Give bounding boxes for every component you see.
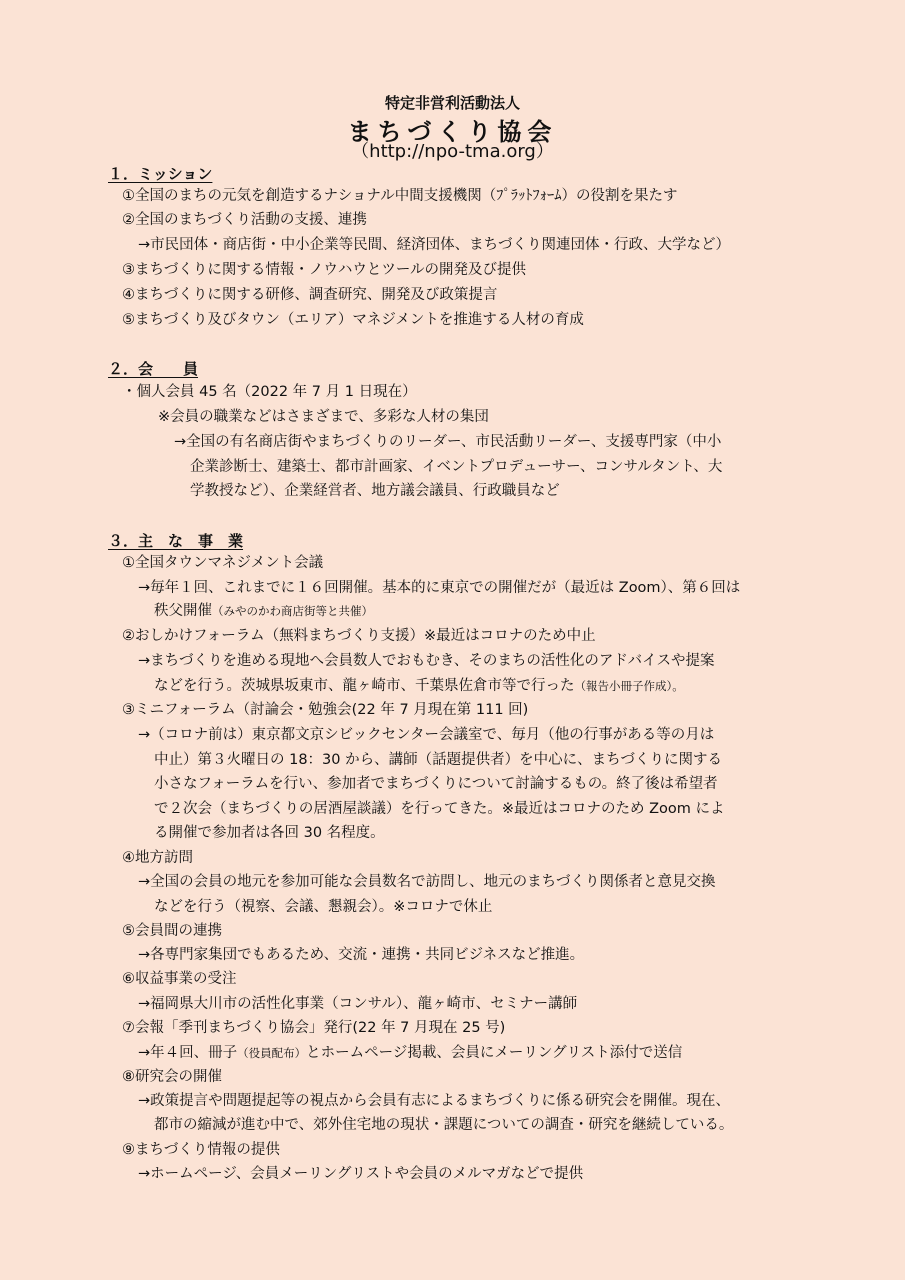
activity-1-line-1: →毎年１回、これまでに１６回開催。基本的に東京での開催だが（最近は Zoom）、第６回は [138, 580, 741, 596]
activity-7-line-1-c: とホームページ掲載、会員にメーリングリスト添付で送信 [306, 1045, 683, 1061]
activity-2-line-2-main: などを行う。茨城県坂東市、龍ヶ崎市、千葉県佐倉市等で行った [154, 678, 575, 694]
activity-6-line-1: →福岡県大川市の活性化事業（コンサル）、龍ヶ崎市、セミナー講師 [138, 996, 578, 1012]
activity-9-heading: ⑨まちづくり情報の提供 [122, 1142, 280, 1158]
activity-7-heading: ⑦会報「季刊まちづくり協会」発行(22 年 7 月現在 25 号) [122, 1020, 506, 1036]
activity-7-line-1-note: （役員配布） [237, 1046, 307, 1060]
members-count: ・個人会員 45 名（2022 年 7 月 1 日現在） [122, 384, 417, 400]
activity-3-line-1: →（コロナ前は）東京都文京シビックセンター会議室で、毎月（他の行事がある等の月は [138, 727, 715, 743]
mission-item-3: ③まちづくりに関する情報・ノウハウとツールの開発及び提供 [122, 262, 527, 278]
activity-5-heading: ⑤会員間の連携 [122, 923, 222, 939]
activity-5-line-1: →各専門家集団でもあるため、交流・連携・共同ビジネスなど推進。 [138, 947, 585, 963]
activity-6-heading: ⑥収益事業の受注 [122, 971, 237, 987]
activity-1-line-2 [154, 602, 373, 620]
activity-4-line-1: →全国の会員の地元を参加可能な会員数名で訪問し、地元のまちづくり関係者と意見交換 [138, 874, 716, 890]
activity-7-line-1 [138, 1044, 682, 1062]
section-members-title: ２．会 員 [108, 360, 199, 378]
section-activities-title: ３．主 な 事 業 [108, 532, 244, 550]
activity-3-line-5: る開催で参加者は各回 30 名程度。 [154, 825, 385, 841]
mission-item-2-detail: →市民団体・商店街・中小企業等民間、経済団体、まちづくり関連団体・行政、大学など） [138, 237, 731, 253]
activity-8-line-2: 都市の縮減が進む中で、郊外住宅地の現状・課題についての調査・研究を継続している。 [154, 1117, 734, 1133]
mission-item-1: ①全国のまちの元気を創造するナショナル中間支援機関（ﾌﾟﾗｯﾄﾌｫｰﾑ）の役割を果たす [122, 188, 678, 204]
section-mission-title: １．ミッション [108, 165, 213, 183]
mission-item-4: ④まちづくりに関する研修、調査研究、開発及び政策提言 [122, 287, 498, 303]
activity-8-line-1: →政策提言や問題提起等の視点から会員有志によるまちづくりに係る研究会を開催。現在、 [138, 1093, 731, 1109]
activity-7-line-1-a: →年４回、冊子 [138, 1045, 238, 1061]
activity-3-line-2: 中止）第３火曜日の 18：30 から、講師（話題提供者）を中心に、まちづくりに関する [154, 752, 722, 768]
activity-4-heading: ④地方訪問 [122, 850, 193, 866]
activity-3-line-4: で２次会（まちづくりの居酒屋談議）を行ってきた。※最近はコロナのため Zoom によ [154, 801, 725, 817]
org-type: 特定非営利活動法人 [384, 94, 520, 112]
members-detail-line-1: →全国の有名商店街やまちづくりのリーダー、市民活動リーダー、支援専門家（中小 [174, 434, 722, 450]
activity-2-heading: ②おしかけフォーラム（無料まちづくり支援）※最近はコロナのため中止 [122, 628, 596, 644]
activity-3-heading: ③ミニフォーラム（討論会・勉強会(22 年 7 月現在第 111 回) [122, 702, 529, 718]
activity-2-line-2 [154, 677, 684, 695]
activity-9-line-1: →ホームページ、会員メーリングリストや会員のメルマガなどで提供 [138, 1166, 584, 1182]
activity-1-line-2-main: 秩父開催 [154, 603, 212, 619]
activity-4-line-2: などを行う（視察、会議、懇親会）。※コロナで休止 [154, 899, 493, 915]
activity-3-line-3: 小さなフォーラムを行い、参加者でまちづくりについて討論するもの。終了後は希望者 [154, 776, 718, 792]
activity-2-line-1: →まちづくりを進める現地へ会員数人でおもむき、そのまちの活性化のアドバイスや提案 [138, 653, 715, 669]
members-note: ※会員の職業などはさまざまで、多彩な人材の集団 [158, 409, 489, 425]
org-name: まちづくり協会 [347, 118, 558, 146]
activity-2-line-2-note: （報告小冊子作成）。 [574, 679, 684, 693]
org-url: （http://npo-tma.org） [351, 141, 554, 162]
activity-1-heading: ①全国タウンマネジメント会議 [122, 555, 324, 571]
members-detail-line-3: 学教授など）、企業経営者、地方議会議員、行政職員など [190, 483, 560, 499]
mission-item-2: ②全国のまちづくり活動の支援、連携 [122, 212, 367, 228]
activity-8-heading: ⑧研究会の開催 [122, 1069, 222, 1085]
mission-item-5: ⑤まちづくり及びタウン（エリア）マネジメントを推進する人材の育成 [122, 312, 584, 328]
activity-1-line-2-note: （みやのかわ商店街等と共催） [212, 604, 373, 618]
members-detail-line-2: 企業診断士、建築士、都市計画家、イベントプロデューサー、コンサルタント、大 [190, 459, 723, 475]
